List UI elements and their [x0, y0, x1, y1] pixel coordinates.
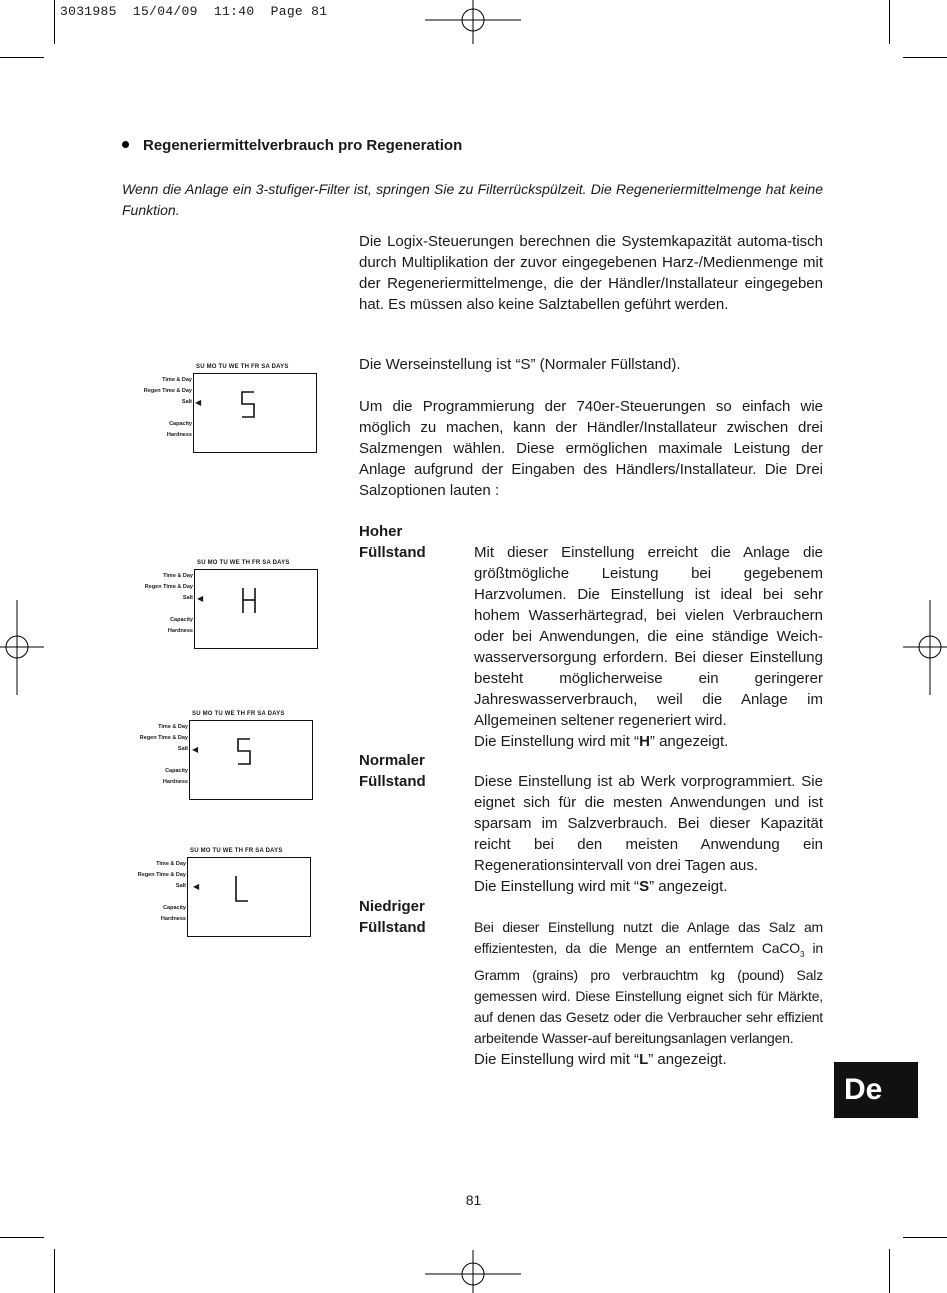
option-text-normal: Diese Einstellung ist ab Werk vorprogrammiert. Sie eignet sich für die mesten Anwendungen und ist sparsam im Salzverbrauch. Bei dieser Kapazität reicht bei den meisten Anwendung ein Regenerationsintervall von drei Tagen aus. Die Einstellung wird mit “S” angezeigt. [474, 773, 823, 895]
crop-mark [889, 1249, 890, 1293]
paragraph-intro: Die Logix-Steuerungen berechnen die Systemkapazität automa-tisch durch Multiplikation der zuvor eingegebenen Harz-/Medienmenge mit der Regeneriermittelmenge, die der Händler/Installateur eingegeben hat. Es müssen also keine Salztabellen geführt werden. [359, 233, 823, 313]
lcd-screen [193, 373, 317, 453]
language-tab: De [834, 1062, 918, 1118]
lcd-diagram [131, 560, 331, 652]
salt-arrow-icon: ◀ [195, 398, 202, 407]
salt-arrow-icon: ◀ [197, 594, 204, 603]
lcd-days-row: SU MO TU WE TH FR SA DAYS [197, 560, 290, 566]
crop-mark [903, 57, 947, 58]
option-label-low: Niedriger Füllstand [359, 898, 426, 936]
lcd-side-labels: Time & Day Regen Time & Day Salt Capacity Hardness [137, 861, 186, 922]
lcd-screen [187, 857, 311, 937]
page-number: 81 [465, 1192, 482, 1208]
paragraph-default: Die Werseinstellung ist “S” (Normaler Füllstand). [359, 356, 681, 373]
option-shown-normal: Die Einstellung wird mit “S” angezeigt. [474, 878, 728, 895]
print-slug: 3031985 15/04/09 11:40 Page 81 [60, 4, 328, 19]
salt-arrow-icon: ◀ [192, 745, 199, 754]
lcd-side-labels: Time & Day Regen Time & Day Salt Capacity Hardness [139, 724, 188, 785]
option-shown-low: Die Einstellung wird mit “L” angezeigt. [474, 1050, 727, 1068]
crop-mark [889, 0, 890, 44]
salt-arrow-icon: ◀ [193, 882, 200, 891]
section-heading: Regeneriermittelverbrauch pro Regeneration [122, 137, 462, 154]
registration-mark-top [423, 0, 523, 44]
lcd-digit-s [238, 390, 258, 420]
option-text-high: Mit dieser Einstellung erreicht die Anlage die größtmögliche Leistung bei gegebenem Harzvolumen. Die Einstellung ist ideal bei sehr hohem Wasserhärtegrad, bei vielen Verbrauchern oder bei Anwendungen, die eine ständige Weich-wasserversorgung erfordern. Bei dieser Einstellung besteht möglicherweise ein geringerer Jahreswasserverbrauch, weil die Anlage im Allgemeinen seltener regeneriert wird. Die Einstellung wird mit “H” angezeigt. [474, 544, 823, 750]
crop-mark [54, 0, 55, 44]
lcd-days-row: SU MO TU WE TH FR SA DAYS [190, 848, 283, 854]
option-shown-high: Die Einstellung wird mit “H” angezeigt. [474, 733, 729, 750]
lcd-side-labels: Time & Day Regen Time & Day Salt Capacity Hardness [143, 377, 192, 438]
paragraph-options: Um die Programmierung der 740er-Steuerungen so einfach wie möglich zu machen, kann der Händler/Installateur zwischen drei Salzmengen wählen. Diese ermöglichen maximale Leistung der Anlage aufgrund der Eingaben des Händlers/Installateur. Die Drei Salzoptionen lauten : [359, 398, 823, 499]
crop-mark [0, 1237, 44, 1238]
lcd-diagram [126, 711, 326, 803]
lcd-side-labels: Time & Day Regen Time & Day Salt Capacity Hardness [144, 573, 193, 634]
lcd-digit-h [239, 586, 259, 616]
lcd-diagram [124, 848, 324, 940]
registration-mark-left [0, 600, 44, 695]
crop-mark [903, 1237, 947, 1238]
registration-mark-right [903, 600, 947, 695]
lcd-screen [189, 720, 313, 800]
registration-mark-bottom [423, 1250, 523, 1293]
lcd-days-row: SU MO TU WE TH FR SA DAYS [196, 364, 289, 370]
lcd-diagram [130, 364, 330, 456]
crop-mark [0, 57, 44, 58]
lcd-digit-l [232, 874, 252, 904]
option-label-high: Hoher Füllstand [359, 523, 426, 561]
lcd-digit-s [234, 737, 254, 767]
italic-note: Wenn die Anlage ein 3-stufiger-Filter ist, springen Sie zu Filterrückspülzeit. Die Regeneriermittelmenge hat keine Funktion. [122, 181, 823, 218]
lcd-days-row: SU MO TU WE TH FR SA DAYS [192, 711, 285, 717]
bullet-icon [122, 141, 129, 148]
crop-mark [54, 1249, 55, 1293]
option-label-normal: Normaler Füllstand [359, 752, 426, 790]
option-text-low: Bei dieser Einstellung nutzt die Anlage das Salz am effizientesten, da die Menge an entferntem CaCO$_3$ in Gramm (grains) pro verbrauchtm kg (pound) Salz gemessen wird. Diese Einstellung eignet sich für Märkte, auf denen das Gesetz oder die Verbraucher sehr effizient arbeitende Wasser-auf bereitungsanlagen verlangen. Die Einstellung wird mit “L” angezeigt. [474, 919, 823, 1068]
lcd-screen [194, 569, 318, 649]
